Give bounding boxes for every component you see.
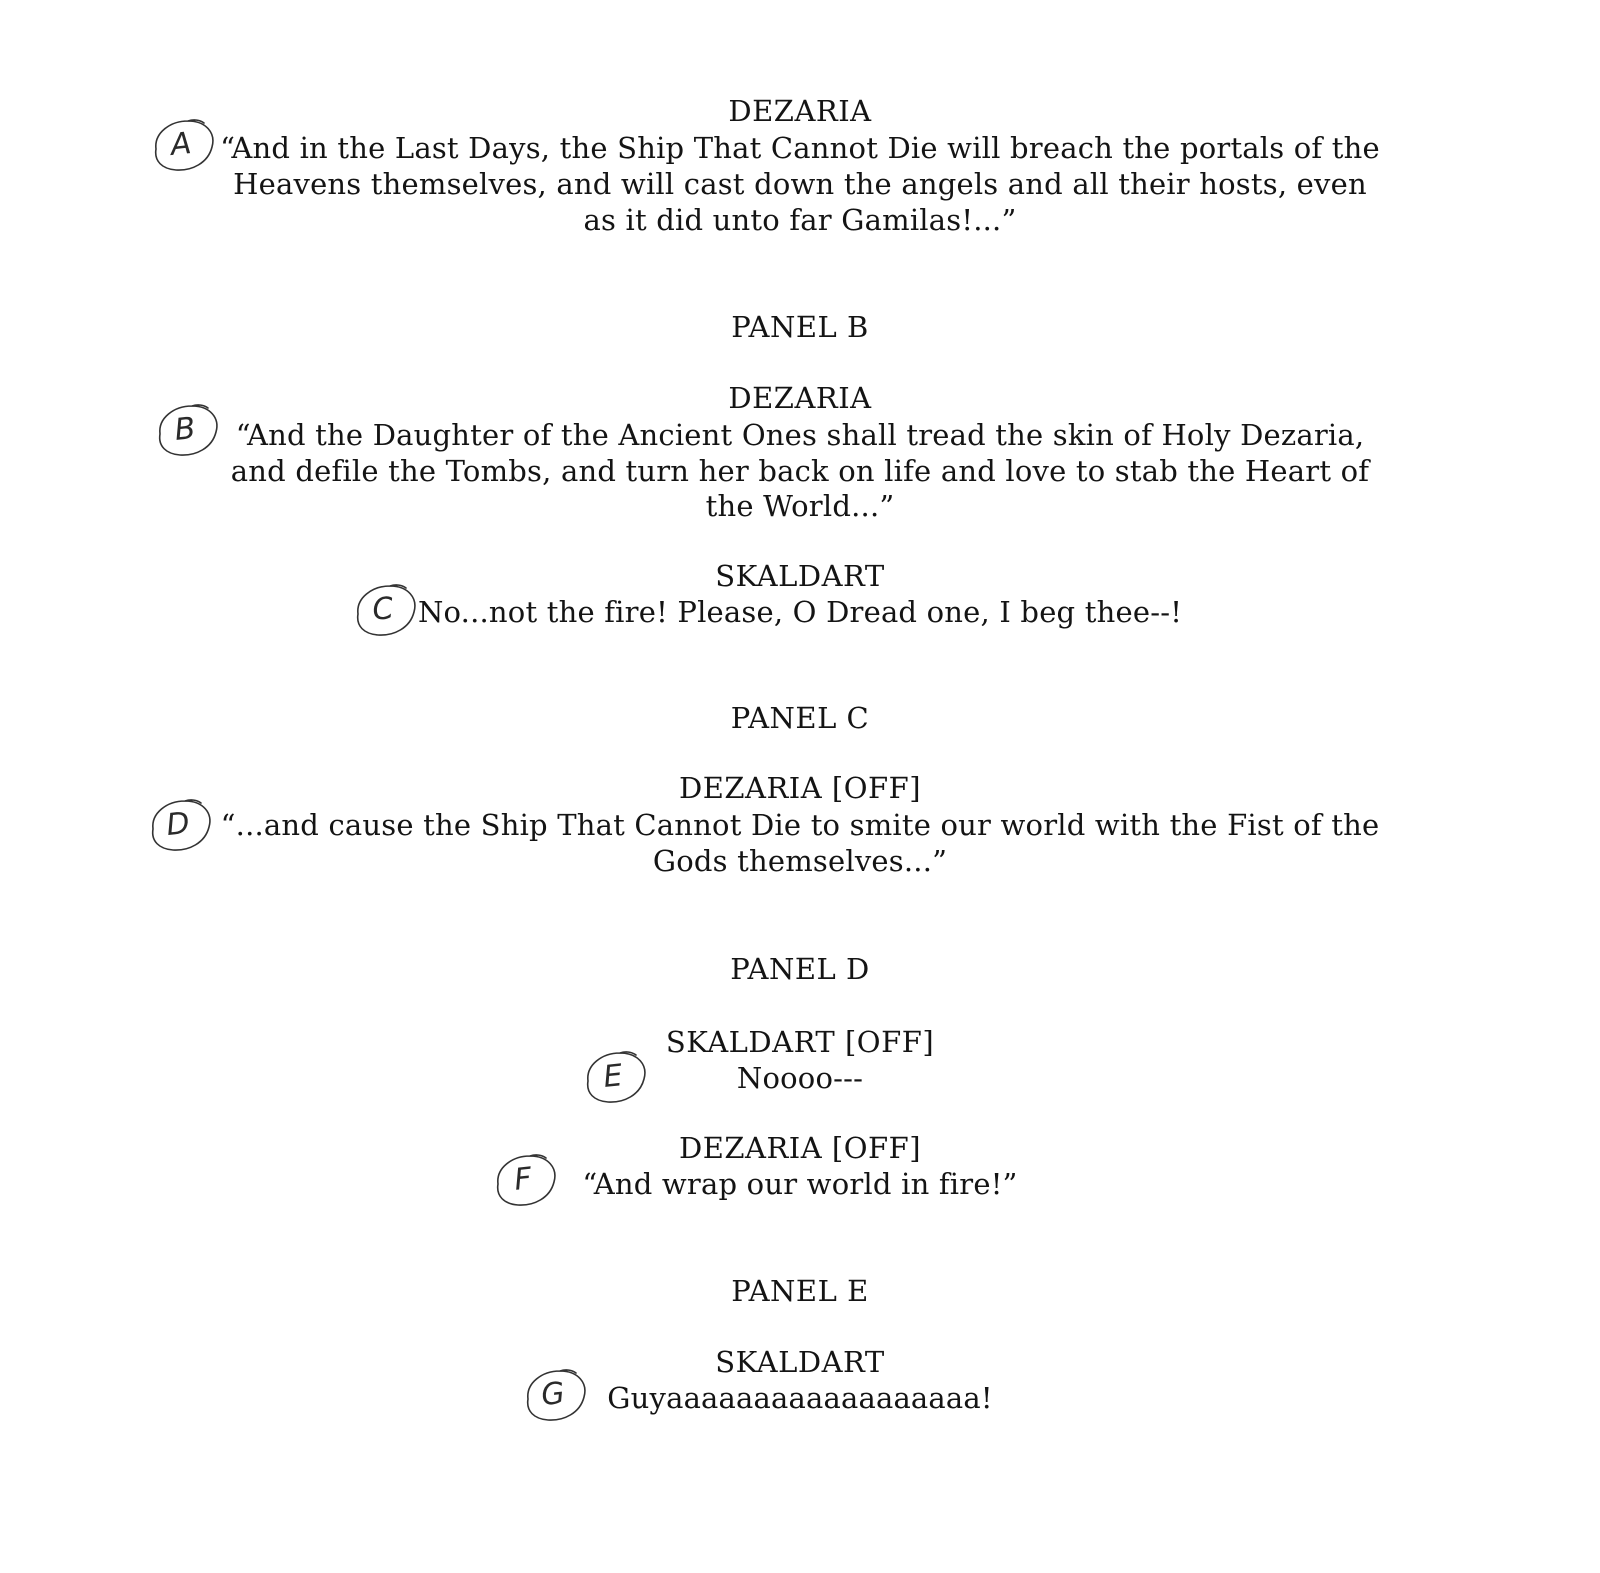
marker-letter: C [370,591,396,629]
marker-letter: B [172,411,198,448]
speaker-name: SKALDART [715,1345,885,1379]
speaker-name: SKALDART [OFF] [665,1025,935,1059]
panel-heading: PANEL D [730,952,870,986]
speaker-name: DEZARIA [OFF] [678,1131,922,1165]
panel-heading: PANEL B [731,310,869,344]
speaker-name: DEZARIA [OFF] [678,771,922,805]
dialogue-line: the World...” [705,489,895,523]
dialogue-line: Noooo--- [736,1061,864,1095]
speaker-name: DEZARIA [728,94,872,128]
dialogue-line: “...and cause the Ship That Cannot Die to smite our world with the Fist of the [220,808,1380,842]
marker-letter: F [512,1161,534,1198]
marker-letter: D [164,805,192,844]
dialogue-line: No...not the fire! Please, O Dread one, I beg thee--! [417,595,1183,629]
dialogue-line: and defile the Tombs, and turn her back on life and love to stab the Heart of [230,454,1370,488]
speaker-name: SKALDART [715,559,885,593]
dialogue-line: “And the Daughter of the Ancient Ones shall tread the skin of Holy Dezaria, [235,418,1365,452]
marker-letter: E [601,1058,625,1095]
marker-letter: G [539,1375,567,1414]
dialogue-line: Heavens themselves, and will cast down the angels and all their hosts, even [233,167,1367,201]
dialogue-line: “And in the Last Days, the Ship That Cannot Die will breach the portals of the [220,131,1380,165]
dialogue-line: Gods themselves...” [652,844,948,878]
dialogue-line: Guyaaaaaaaaaaaaaaaaaa! [607,1381,993,1415]
panel-heading: PANEL E [731,1274,869,1308]
dialogue-line: as it did unto far Gamilas!...” [583,203,1017,237]
dialogue-line: “And wrap our world in fire!” [582,1167,1018,1201]
panel-heading: PANEL C [730,701,870,735]
speaker-name: DEZARIA [728,381,872,415]
marker-letter: A [168,126,193,163]
